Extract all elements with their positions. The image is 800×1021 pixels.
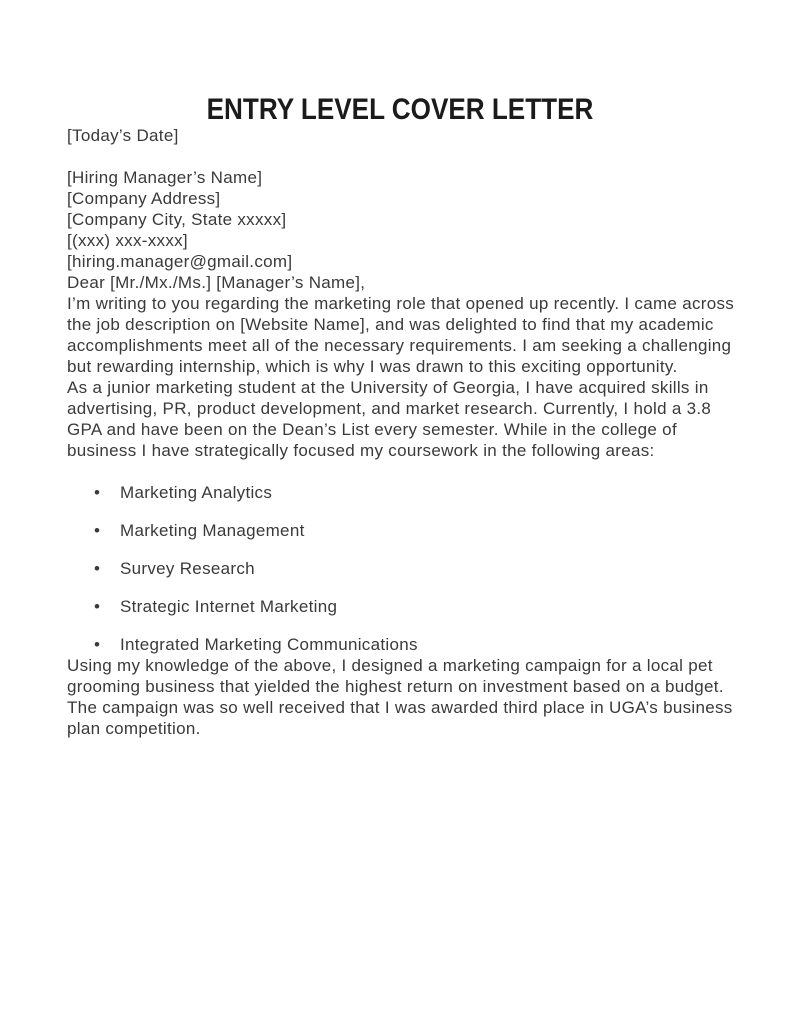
recipient-phone-line: [(xxx) xxx-xxxx] (67, 231, 188, 250)
letter-body (0, 125, 800, 739)
list-item-label: Marketing Analytics (120, 483, 273, 502)
list-item (67, 634, 736, 655)
paragraph-achievement: Using my knowledge of the above, I designed a marketing campaign for a local pet grooming business that yielded the highest return on investment based on a budget. The campaign was so well received that I was awarded third place in UGA’s business plan competition. (67, 656, 733, 738)
list-item (67, 596, 736, 617)
recipient-email-line: [hiring.manager@gmail.com] (67, 252, 293, 271)
page-title: ENTRY LEVEL COVER LETTER (206, 93, 594, 126)
list-item-label: Strategic Internet Marketing (120, 597, 338, 616)
recipient-block (67, 167, 736, 272)
bullet-icon: • (94, 483, 101, 502)
recipient-address-line: [Company Address] (67, 189, 221, 208)
recipient-city-state-line: [Company City, State xxxxx] (67, 210, 287, 229)
paragraph-intro: I’m writing to you regarding the marketing role that opened up recently. I came across the job description on [Website Name], and was delighted to find that my academic accomplishments meet all of the necessary requirements. I am seeking a challenging but rewarding internship, which is why I was drawn to this exciting opportunity. (67, 294, 735, 376)
list-item (67, 558, 736, 579)
list-item (67, 520, 736, 541)
list-item (67, 482, 736, 503)
date-line: [Today’s Date] (67, 126, 179, 145)
list-item-label: Survey Research (120, 559, 255, 578)
list-item-label: Integrated Marketing Communications (120, 635, 418, 654)
recipient-name-line: [Hiring Manager’s Name] (67, 168, 263, 187)
list-item-label: Marketing Management (120, 521, 305, 540)
bullet-icon: • (94, 597, 101, 616)
paragraph-experience: As a junior marketing student at the University of Georgia, I have acquired skills in advertising, PR, product development, and market research. Currently, I hold a 3.8 GPA and have been on the Dean’s List every semester. While in the college of business I have strategically focused my coursework in the following areas: (67, 378, 712, 460)
bullet-icon: • (94, 635, 101, 654)
coursework-list (67, 482, 736, 655)
bullet-icon: • (94, 559, 101, 578)
bullet-icon: • (94, 521, 101, 540)
salutation: Dear [Mr./Mx./Ms.] [Manager’s Name], (67, 273, 366, 292)
